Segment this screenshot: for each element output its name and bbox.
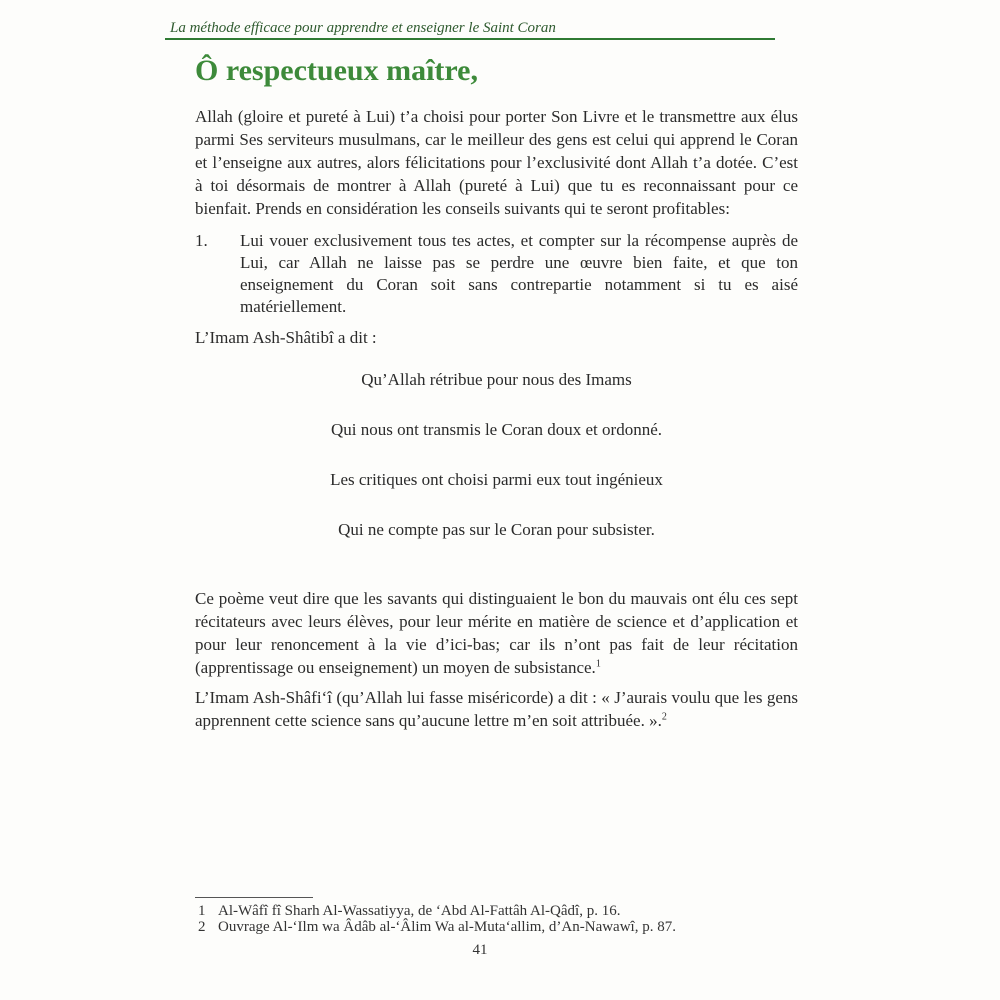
poem-line: Les critiques ont choisi parmi eux tout ingénieux [330,470,663,489]
footnote [198,903,620,920]
poem-line: Qui nous ont transmis le Coran doux et ordonné. [331,420,662,439]
page-number: 41 [472,942,488,958]
intro-paragraph: Allah (gloire et pureté à Lui) t’a choisi pour porter Son Livre et le transmettre aux élus parmi Ses serviteurs musulmans, car le meilleur des gens est celui qui apprend le Coran et l’enseigne aux autres, alors félicitations pour l’exclusivité dont Allah t’a dotée. C’est à toi désormais de montrer à Allah (pureté à Lui) que tu es reconnaissant pour ce bienfait. Prends en considération les conseils suivants qui te seront profitables: [195,107,798,218]
chapter-title: Ô respectueux maître, [195,54,478,87]
list-item [195,230,798,318]
footnote-number: 2 [198,919,206,935]
footnote-number: 1 [198,903,206,919]
footnote-ref-2[interactable]: 2 [661,711,667,723]
footnote [198,919,676,936]
explanation-paragraph [195,587,798,679]
running-header: La méthode efficace pour apprendre et enseigner le Saint Coran [170,20,556,36]
list-item-number: 1. [195,231,208,250]
quote-text: L’Imam Ash-Shâfi‘î (qu’Allah lui fasse miséricorde) a dit : « J’aurais voulu que les gens apprennent cette science sans qu’aucune lettre m’en soit attribuée. ». [195,688,798,730]
footnote-ref-1[interactable]: 1 [595,658,601,670]
header-rule [165,38,775,40]
poem-attribution: L’Imam Ash-Shâtibî a dit : [195,328,377,347]
explanation-text: Ce poème veut dire que les savants qui distinguaient le bon du mauvais ont élu ces sept récitateurs avec leurs élèves, pour leur mérite en matière de science et d’application et pour leur renoncement à la vie d’ici-bas; car ils n’ont pas fait de leur récitation (apprentissage ou enseignement) un moyen de subsistance. [195,589,798,677]
poem-line: Qui ne compte pas sur le Coran pour subsister. [338,520,655,539]
footnote-text: Ouvrage Al-‘Ilm wa Âdâb al-‘Âlim Wa al-Muta‘allim, d’An-Nawawî, p. 87. [218,919,676,935]
footnote-text: Al-Wâfî fî Sharh Al-Wassatiyya, de ‘Abd Al-Fattâh Al-Qâdî, p. 16. [218,903,621,919]
list-item-text: Lui vouer exclusivement tous tes actes, et compter sur la récompense auprès de Lui, car Allah ne laisse pas se perdre une œuvre bien faite, et que ton enseignement du Coran soit sans contrepartie notamment si tu es aisé matériellement. [240,231,798,316]
poem-line: Qu’Allah rétribue pour nous des Imams [361,370,632,389]
footnote-rule [195,897,313,898]
quote-paragraph [195,686,798,732]
